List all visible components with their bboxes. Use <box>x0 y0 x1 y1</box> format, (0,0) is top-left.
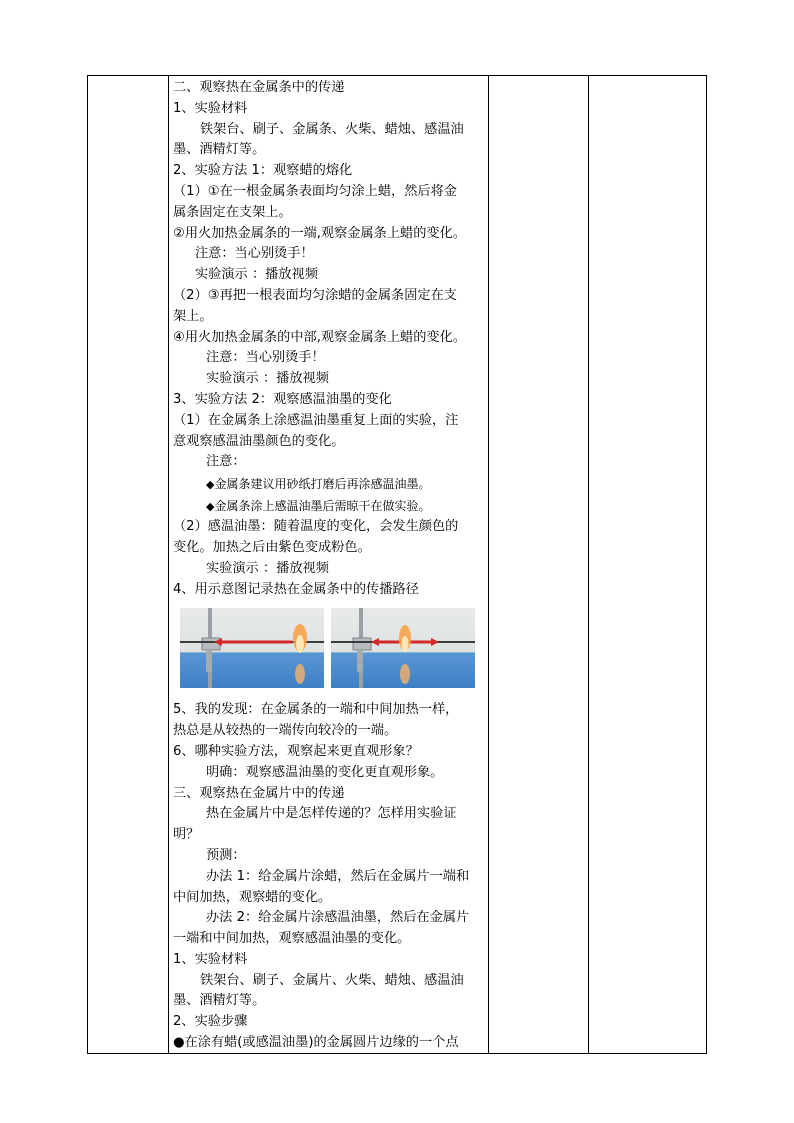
text-line: ●在涂有蜡(或感温油墨)的金属圆片边缘的一个点 <box>173 1035 459 1051</box>
text-line: 预测： <box>206 847 246 863</box>
lesson-table <box>87 75 707 1054</box>
experiment-photo-middle-heating <box>331 608 475 688</box>
text-line: 架上。 <box>173 308 213 324</box>
text-line: 属条固定在支架上。 <box>173 204 292 220</box>
text-line: （2）③再把一根表面均匀涂蜡的金属条固定在支 <box>173 287 457 303</box>
text-line: 办法 1：给金属片涂蜡，然后在金属片一端和 <box>206 868 470 884</box>
section-heading: 三、观察热在金属片中的传递 <box>173 785 345 801</box>
sub-heading: 1、实验材料 <box>173 951 248 967</box>
text-line: 5、我的发现：在金属条的一端和中间加热一样， <box>173 702 459 718</box>
text-line: 意观察感温油墨颜色的变化。 <box>173 433 345 449</box>
text-line: ②用火加热金属条的一端,观察金属条上蜡的变化。 <box>173 225 466 241</box>
sub-heading: 1、实验材料 <box>173 100 248 116</box>
section-heading: 二、观察热在金属条中的传递 <box>173 80 345 95</box>
column-divider <box>488 76 489 1053</box>
demo-note: 实验演示 ：播放视频 <box>206 371 329 387</box>
text-line: 热总是从较热的一端传向较冷的一端。 <box>173 723 398 739</box>
sub-heading: 4、用示意图记录热在金属条中的传播路径 <box>173 581 419 597</box>
caution-note: 注意： <box>206 454 246 470</box>
teaching-content-column <box>168 76 488 1054</box>
text-line: 变化。加热之后由紫色变成粉色。 <box>173 539 371 555</box>
diamond-bullet-icon: ◆ <box>206 478 215 492</box>
column-divider <box>588 76 589 1053</box>
tip-text: 金属条涂上感温油墨后需晾干在做实验。 <box>214 499 431 514</box>
diamond-bullet-icon: ◆ <box>206 500 215 514</box>
text-line: （2）感温油墨：随着温度的变化，会发生颜色的 <box>173 519 459 535</box>
tip-text: 金属条建议用砂纸打磨后再涂感温油墨。 <box>214 477 431 492</box>
text-line: 铁架台、刷子、金属片、火柴、蜡烛、感温油 <box>200 972 464 988</box>
caution-note: 注意：当心别烫手！ <box>206 350 325 366</box>
tip-item <box>173 495 484 517</box>
demo-note: 实验演示 ：播放视频 <box>195 267 318 283</box>
text-line: 中间加热，观察蜡的变化。 <box>173 889 332 905</box>
text-line: 一端和中间加热，观察感温油墨的变化。 <box>173 931 411 947</box>
text-line: 墨、酒精灯等。 <box>173 142 266 158</box>
text-line: （1）在金属条上涂感温油墨重复上面的实验，注 <box>173 412 459 428</box>
experiment-photos <box>173 600 484 700</box>
sub-heading: 2、实验方法 1：观察蜡的熔化 <box>173 163 353 179</box>
text-line: 6、哪种实验方法，观察起来更直观形象？ <box>173 743 419 759</box>
sub-heading: 3、实验方法 2：观察感温油墨的变化 <box>173 391 392 407</box>
caution-note: 注意：当心别烫手！ <box>195 246 314 262</box>
text-line: 墨、酒精灯等。 <box>173 993 266 1009</box>
demo-note: 实验演示 ：播放视频 <box>206 560 329 576</box>
text-line: ④用火加热金属条的中部,观察金属条上蜡的变化。 <box>173 329 466 345</box>
text-line: （1）①在一根金属条表面均匀涂上蜡，然后将金 <box>173 183 457 199</box>
text-line: 明确：观察感温油墨的变化更直观形象。 <box>206 764 444 780</box>
text-line: 铁架台、刷子、金属条、火柴、蜡烛、感温油 <box>200 121 464 137</box>
text-line: 明？ <box>173 827 200 843</box>
text-line: 热在金属片中是怎样传递的？怎样用实验证 <box>206 806 457 822</box>
sub-heading: 2、实验步骤 <box>173 1014 248 1030</box>
tip-item <box>173 473 484 495</box>
experiment-photo-end-heating <box>180 608 324 688</box>
text-line: 办法 2：给金属片涂感温油墨，然后在金属片 <box>206 910 470 926</box>
